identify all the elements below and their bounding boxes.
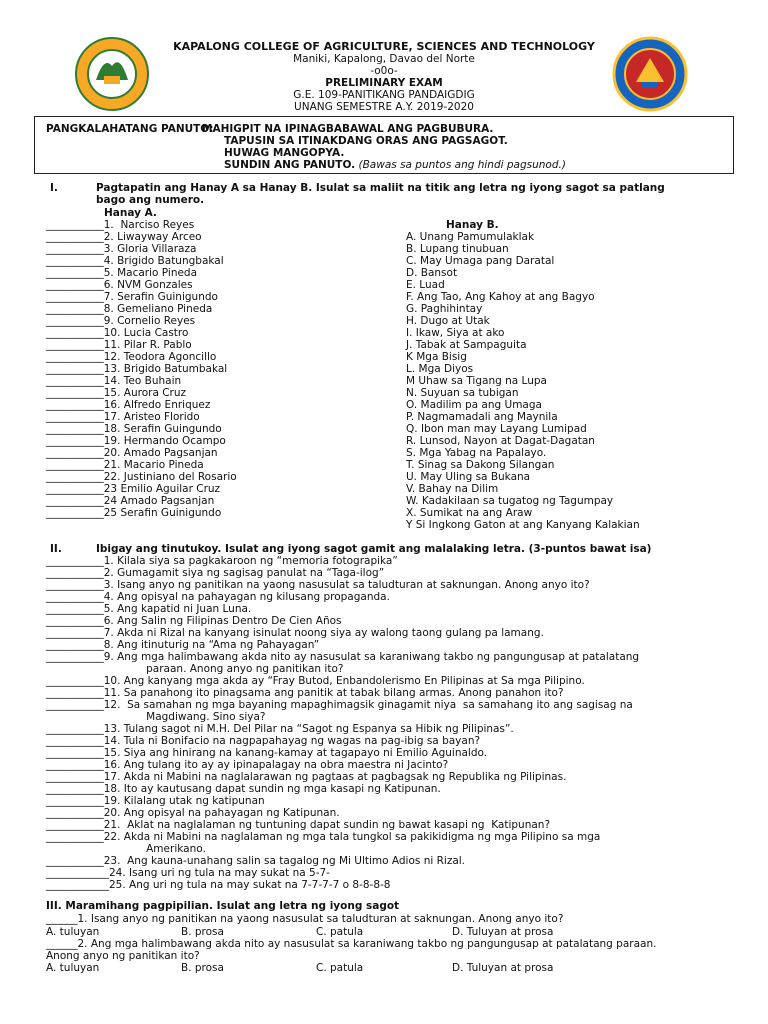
- part2-item: ___________9. Ang mga halimbawang akda nito ay nasusulat sa karaniwang takbo ng pangungusap at patalatang: [46, 651, 640, 663]
- part2-item: ___________14. Tula ni Bonifacio na nagpapahayag ng wagas na pag-ibig sa bayan?: [46, 735, 481, 747]
- part2-item: ___________22. Akda ni Mabini na naglalaman ng mga tala tungkol sa pakikidigma ng mga Pilipino sa mga: [46, 831, 601, 843]
- hanay-a-item: ___________13. Brigido Batumbakal: [46, 363, 228, 375]
- part3-q2-line1: ______2. Ang mga halimbawang akda nito ay nasusulat sa karaniwang takbo ng pangungusap at patalatang paraan.: [46, 938, 657, 950]
- hanay-b-item: D. Bansot: [406, 267, 458, 279]
- hanay-a-item: ___________4. Brigido Batungbakal: [46, 255, 224, 267]
- hanay-a-item: ___________8. Gemeliano Pineda: [46, 303, 213, 315]
- part2-item: ___________17. Akda ni Mabini na naglalarawan ng pagtaas at pagbagsak ng Republika ng Pilipinas.: [46, 771, 567, 783]
- part3-q1: ______1. Isang anyo ng panitikan na yaong nasusulat sa taludturan at saknungan. Anong anyo ito?: [46, 913, 564, 925]
- part2-item: ___________18. Ito ay kautusang dapat sundin ng mga kasapi ng Katipunan.: [46, 783, 441, 795]
- hanay-b-item: R. Lunsod, Nayon at Dagat-Dagatan: [406, 435, 595, 447]
- hanay-a-item: ___________7. Serafin Guinigundo: [46, 291, 218, 303]
- hanay-a-item: ___________2. Liwayway Arceo: [46, 231, 202, 243]
- part2-item: ___________5. Ang kapatid ni Juan Luna.: [46, 603, 252, 615]
- part2-item: ___________15. Siya ang hinirang na kanang-kamay at tagapayo ni Emilio Aguinaldo.: [46, 747, 488, 759]
- hanay-a-item: ___________5. Macario Pineda: [46, 267, 198, 279]
- hanay-a-item: ___________17. Aristeo Florido: [46, 411, 200, 423]
- college-name: KAPALONG COLLEGE OF AGRICULTURE, SCIENCES AND TECHNOLOGY: [173, 40, 595, 53]
- hanay-a-item: ___________22. Justiniano del Rosario: [46, 471, 237, 483]
- hanay-a-item: ___________21. Macario Pineda: [46, 459, 204, 471]
- hanay-a-item: ___________23 Emilio Aguilar Cruz: [46, 483, 221, 495]
- hanay-a-item: ___________15. Aurora Cruz: [46, 387, 187, 399]
- hanay-a-item: ___________11. Pilar R. Pablo: [46, 339, 192, 351]
- instruction-line-4: [224, 159, 566, 171]
- instruction-label: PANGKALAHATANG PANUTO:: [46, 123, 214, 135]
- part3-q2-choice-b: B. prosa: [181, 962, 224, 974]
- college-address: Maniki, Kapalong, Davao del Norte: [293, 53, 475, 65]
- part2-item: ___________3. Isang anyo ng panitikan na yaong nasusulat sa taludturan at saknungan. Anong anyo ito?: [46, 579, 590, 591]
- semester: UNANG SEMESTRE A.Y. 2019-2020: [294, 101, 474, 113]
- part2-item: ___________4. Ang opisyal na pahayagan ng kilusang propaganda.: [46, 591, 390, 603]
- hanay-b-item: L. Mga Diyos: [406, 363, 474, 375]
- hanay-a-item: ___________16. Alfredo Enriquez: [46, 399, 211, 411]
- hanay-b-item: F. Ang Tao, Ang Kahoy at ang Bagyo: [406, 291, 595, 303]
- part3-q2-choice-c: C. patula: [316, 962, 364, 974]
- part2-item: ___________19. Kilalang utak ng katipunan: [46, 795, 265, 807]
- hanay-a-item: ___________12. Teodora Agoncillo: [46, 351, 217, 363]
- hanay-a-item: ___________20. Amado Pagsanjan: [46, 447, 218, 459]
- hanay-a-list: [46, 219, 237, 519]
- part3-q1-choice-c: C. patula: [316, 926, 364, 938]
- hanay-b-item: X. Sumikat na ang Araw: [406, 507, 533, 519]
- part2-item: ___________20. Ang opisyal na pahayagan ng Katipunan.: [46, 807, 340, 819]
- part3-q2-choice-d: D. Tuluyan at prosa: [452, 962, 554, 974]
- hanay-b-item: V. Bahay na Dilim: [406, 483, 499, 495]
- hanay-b-item: H. Dugo at Utak: [406, 315, 490, 327]
- hanay-a-item: ___________19. Hermando Ocampo: [46, 435, 226, 447]
- instruction-note: (Bawas sa puntos ang hindi pagsunod.): [358, 159, 566, 171]
- exam-title: PRELIMINARY EXAM: [325, 77, 443, 89]
- hanay-b-item: K Mga Bisig: [406, 351, 467, 363]
- hanay-a-item: ___________18. Serafin Guingundo: [46, 423, 222, 435]
- hanay-b-item: M Uhaw sa Tigang na Lupa: [406, 375, 547, 387]
- hanay-b-item: B. Lupang tinubuan: [406, 243, 509, 255]
- hanay-b-item: Y Si Ingkong Gaton at ang Kanyang Kalakian: [406, 519, 640, 531]
- hanay-a-item: ___________24 Amado Pagsanjan: [46, 495, 215, 507]
- hanay-b-item: Q. Ibon man may Layang Lumipad: [406, 423, 587, 435]
- hanay-b-item: O. Madilim pa ang Umaga: [406, 399, 542, 411]
- part2-item: Amerikano.: [46, 843, 206, 855]
- part2-item: ___________21. Aklat na naglalaman ng tuntuning dapat sundin ng bawat kasapi ng Katipunan?: [46, 819, 551, 831]
- part3-q1-choice-b: B. prosa: [181, 926, 224, 938]
- hanay-a-item: ___________1. Narciso Reyes: [46, 219, 195, 231]
- part3-q2-line2: Anong anyo ng panitikan ito?: [46, 950, 200, 962]
- hanay-b-item: I. Ikaw, Siya at ako: [406, 327, 505, 339]
- instruction-line-4-text: SUNDIN ANG PANUTO.: [224, 159, 356, 171]
- part3-instruction: III. Maramihang pagpipilian. Isulat ang letra ng iyong sagot: [46, 900, 400, 912]
- hanay-a-item: ___________3. Gloria Villaraza: [46, 243, 197, 255]
- part3-q1-choice-a: A. tuluyan: [46, 926, 100, 938]
- part1-instruction-2: bago ang numero.: [96, 194, 205, 206]
- part2-item: ___________10. Ang kanyang mga akda ay “Fray Butod, Enbandolerismo En Pilipinas at Sa mga Pilipino.: [46, 675, 585, 687]
- hanay-b-item: S. Mga Yabag na Papalayo.: [406, 447, 547, 459]
- instruction-line-2: TAPUSIN SA ITINAKDANG ORAS ANG PAGSAGOT.: [224, 135, 508, 147]
- hanay-b-item: C. May Umaga pang Daratal: [406, 255, 555, 267]
- part2-item: ___________7. Akda ni Rizal na kanyang isinulat noong siya ay walong taong gulang pa lamang.: [46, 627, 544, 639]
- hanay-b-title: Hanay B.: [446, 219, 499, 231]
- part2-list: [46, 555, 639, 891]
- hanay-b-item: G. Paghihintay: [406, 303, 483, 315]
- hanay-a-title: Hanay A.: [104, 207, 157, 219]
- hanay-b-item: T. Sinag sa Dakong Silangan: [406, 459, 555, 471]
- course-title: G.E. 109-PANITIKANG PANDAIGDIG: [293, 89, 475, 101]
- hanay-b-item: J. Tabak at Sampaguita: [406, 339, 527, 351]
- header-divider: -o0o-: [370, 65, 398, 77]
- part2-item: ___________11. Sa panahong ito pinagsama ang panitik at tabak bilang armas. Anong panahon ito?: [46, 687, 564, 699]
- part2-item: paraan. Anong anyo ng panitikan ito?: [46, 663, 344, 675]
- part3-q2-choice-a: A. tuluyan: [46, 962, 100, 974]
- hanay-a-item: ___________9. Cornelio Reyes: [46, 315, 196, 327]
- instruction-line-1: MAHIGPIT NA IPINAGBABAWAL ANG PAGBUBURA.: [202, 123, 494, 135]
- hanay-a-item: ___________10. Lucia Castro: [46, 327, 189, 339]
- part2-item: ___________16. Ang tulang ito ay ay ipinapalagay na obra maestra ni Jacinto?: [46, 759, 449, 771]
- part1-instruction-1: Pagtapatin ang Hanay A sa Hanay B. Isulat sa maliit na titik ang letra ng iyong sagot sa patlang: [96, 182, 665, 194]
- hanay-b-item: W. Kadakilaan sa tugatog ng Tagumpay: [406, 495, 614, 507]
- instruction-line-3: HUWAG MANGOPYA.: [224, 147, 345, 159]
- part3-q1-choice-d: D. Tuluyan at prosa: [452, 926, 554, 938]
- part2-instruction: Ibigay ang tinutukoy. Isulat ang iyong sagot gamit ang malalaking letra. (3-puntos bawat isa): [96, 543, 652, 555]
- part2-item: ___________6. Ang Salin ng Filipinas Dentro De Cien Años: [46, 615, 342, 627]
- hanay-b-item: E. Luad: [406, 279, 445, 291]
- part2-item: ___________13. Tulang sagot ni M.H. Del Pilar na “Sagot ng Espanya sa Hibik ng Pilipinas”.: [46, 723, 514, 735]
- part1-numeral: I.: [50, 182, 58, 194]
- part2-item: ___________23. Ang kauna-unahang salin sa tagalog ng Mi Ultimo Adios ni Rizal.: [46, 855, 466, 867]
- part2-numeral: II.: [50, 543, 62, 555]
- hanay-b-item: A. Unang Pamumulaklak: [406, 231, 535, 243]
- part2-item: ___________12. Sa samahan ng mga bayaning mapaghimagsik ginagamit niya sa samahang ito ang sagisag na: [46, 699, 633, 711]
- hanay-a-item: ___________25 Serafin Guinigundo: [46, 507, 222, 519]
- hanay-b-list: [406, 231, 640, 531]
- hanay-a-item: ___________14. Teo Buhain: [46, 375, 182, 387]
- hanay-b-item: U. May Uling sa Bukana: [406, 471, 531, 483]
- hanay-b-item: P. Nagmamadali ang Maynila: [406, 411, 558, 423]
- part2-item: ____________25. Ang uri ng tula na may sukat na 7-7-7-7 o 8-8-8-8: [46, 879, 391, 891]
- hanay-b-item: N. Suyuan sa tubigan: [406, 387, 519, 399]
- part2-item: ____________24. Isang uri ng tula na may sukat na 5-7-: [46, 867, 330, 879]
- part2-item: ___________2. Gumagamit siya ng sagisag panulat na “Taga-ilog”: [46, 567, 385, 579]
- part2-item: ___________1. Kilala siya sa pagkakaroon ng “memoria fotograpika”: [46, 555, 398, 567]
- part2-item: ___________8. Ang itinuturig na “Ama ng Pahayagan”: [46, 639, 320, 651]
- hanay-a-item: ___________6. NVM Gonzales: [46, 279, 193, 291]
- part2-item: Magdiwang. Sino siya?: [46, 711, 266, 723]
